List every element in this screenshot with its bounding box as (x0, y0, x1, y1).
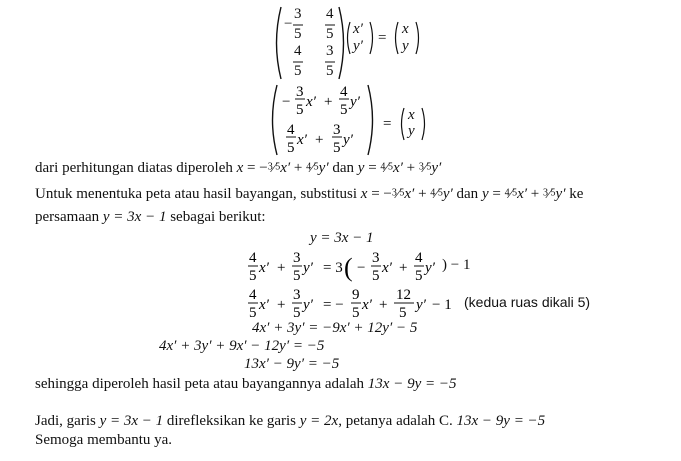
line2-text-a: Untuk menentuka peta atau hasil bayangan, substitusi (35, 186, 361, 202)
conclusion-equation-2: y = 2x (299, 413, 339, 429)
r2c2-denominator: 5 (326, 63, 334, 79)
expanded-matrix-equation (268, 82, 428, 158)
step-2 (246, 246, 506, 286)
svg-text:+: + (379, 297, 388, 313)
minus-sign: − (284, 16, 293, 32)
svg-text:+: + (277, 297, 286, 313)
svg-text:3: 3 (293, 287, 301, 303)
svg-text:y′: y′ (350, 94, 360, 110)
conclusion-equation-1: y = 3x − 1 (99, 413, 164, 429)
svg-text:+: + (277, 260, 286, 276)
svg-text:x′: x′ (306, 94, 316, 110)
svg-text:4: 4 (340, 84, 348, 100)
line3-text-b: sebagai berikut: (166, 209, 266, 225)
equals-sign: = (378, 30, 387, 46)
conclusion-equation-3: 13x − 9y = −5 (456, 413, 546, 429)
svg-text:y′: y′ (303, 297, 313, 313)
svg-text:= 3: = 3 (323, 260, 343, 276)
svg-text:9: 9 (352, 287, 360, 303)
derived-values-line: dari perhitungan diatas diperoleh x = −3⁄5x′ + 4⁄5y′ dan y = 4⁄5x′ + 3⁄5y′ (35, 160, 442, 176)
r2c2-numerator: 3 (326, 43, 334, 59)
step-3-note: (kedua ruas dikali 5) (464, 294, 591, 310)
svg-text:5: 5 (352, 305, 360, 321)
svg-text:4: 4 (415, 250, 423, 266)
svg-text:5: 5 (249, 268, 257, 284)
svg-text:+: + (399, 260, 408, 276)
step-4: 4x′ + 3y′ = −9x′ + 12y′ − 5 (252, 320, 418, 336)
r2c1-numerator: 4 (294, 43, 302, 59)
svg-text:12: 12 (396, 287, 411, 303)
r1c1-denominator: 5 (294, 26, 302, 42)
svg-text:4: 4 (249, 250, 257, 266)
line3-equation: y = 3x − 1 (102, 209, 167, 225)
svg-text:= −: = − (323, 297, 344, 313)
step-3 (246, 285, 626, 325)
conclusion-text-a: Jadi, garis (35, 413, 100, 429)
svg-text:3: 3 (333, 122, 341, 138)
step-5: 4x′ + 3y′ + 9x′ − 12y′ = −5 (159, 338, 325, 354)
svg-text:5: 5 (249, 305, 257, 321)
svg-text:=: = (383, 116, 392, 132)
svg-text:−: − (357, 260, 366, 276)
line3-text-a: persamaan (35, 209, 103, 225)
vec-out-bottom-2: y (408, 123, 415, 139)
matrix-equation (270, 4, 430, 82)
svg-text:x′: x′ (259, 297, 269, 313)
svg-text:5: 5 (293, 268, 301, 284)
svg-text:5: 5 (415, 268, 423, 284)
svg-text:5: 5 (293, 305, 301, 321)
svg-text:y′: y′ (343, 132, 353, 148)
result-equation: 13x − 9y = −5 (367, 376, 457, 392)
step-1: y = 3x − 1 (310, 230, 374, 246)
svg-text:x′: x′ (259, 260, 269, 276)
conclusion-text-b: direfleksikan ke garis (163, 413, 300, 429)
r1c2-numerator: 4 (326, 6, 334, 22)
equation-intro-line (35, 209, 266, 226)
vec-out-top: x (402, 21, 409, 37)
svg-text:3: 3 (296, 84, 304, 100)
expanded-bracket-graphic (268, 82, 428, 158)
svg-text:5: 5 (372, 268, 380, 284)
svg-text:5: 5 (287, 140, 295, 156)
result-line (35, 376, 456, 393)
r1c1-numerator: 3 (294, 6, 302, 22)
vec-in-top: x′ (353, 21, 363, 37)
vec-out-top-2: x (408, 107, 415, 123)
line1-text-b: dan (328, 160, 358, 176)
svg-text:(: ( (344, 253, 353, 282)
step-6: 13x′ − 9y′ = −5 (244, 356, 340, 372)
svg-text:5: 5 (340, 102, 348, 118)
conclusion-text-c: , petanya adalah C. (338, 413, 457, 429)
step-2-tail: ) − 1 (442, 257, 471, 273)
svg-text:5: 5 (296, 102, 304, 118)
svg-text:x′: x′ (297, 132, 307, 148)
line1-text-a: dari perhitungan diatas diperoleh (35, 160, 237, 176)
svg-text:y′: y′ (416, 297, 426, 313)
svg-text:3: 3 (372, 250, 380, 266)
svg-text:+: + (315, 132, 324, 148)
svg-text:y′: y′ (303, 260, 313, 276)
result-text: sehingga diperoleh hasil peta atau bayangannya adalah (35, 376, 368, 392)
svg-text:+: + (324, 94, 333, 110)
svg-text:3: 3 (293, 250, 301, 266)
step-3-graphic (246, 285, 486, 325)
r2c1-denominator: 5 (294, 63, 302, 79)
r1c2-denominator: 5 (326, 26, 334, 42)
svg-text:5: 5 (333, 140, 341, 156)
closing-line: Semoga membantu ya. (35, 432, 173, 448)
vec-in-bottom: y′ (353, 38, 363, 54)
svg-text:4: 4 (249, 287, 257, 303)
svg-text:y′: y′ (425, 260, 435, 276)
svg-text:4: 4 (287, 122, 295, 138)
svg-text:− 1: − 1 (432, 297, 452, 313)
svg-text:−: − (282, 94, 291, 110)
svg-text:x′: x′ (382, 260, 392, 276)
vec-out-bottom: y (402, 38, 409, 54)
line2-text-b: dan (452, 186, 482, 202)
svg-text:x′: x′ (362, 297, 372, 313)
conclusion-line (35, 413, 545, 430)
line2-text-c: ke (565, 186, 584, 202)
substitution-line: Untuk menentuka peta atau hasil bayangan, substitusi x = −3⁄5x′ + 4⁄5y′ dan y = 4⁄5x′ + 3⁄5y′ ke (35, 186, 584, 202)
svg-text:5: 5 (399, 305, 407, 321)
